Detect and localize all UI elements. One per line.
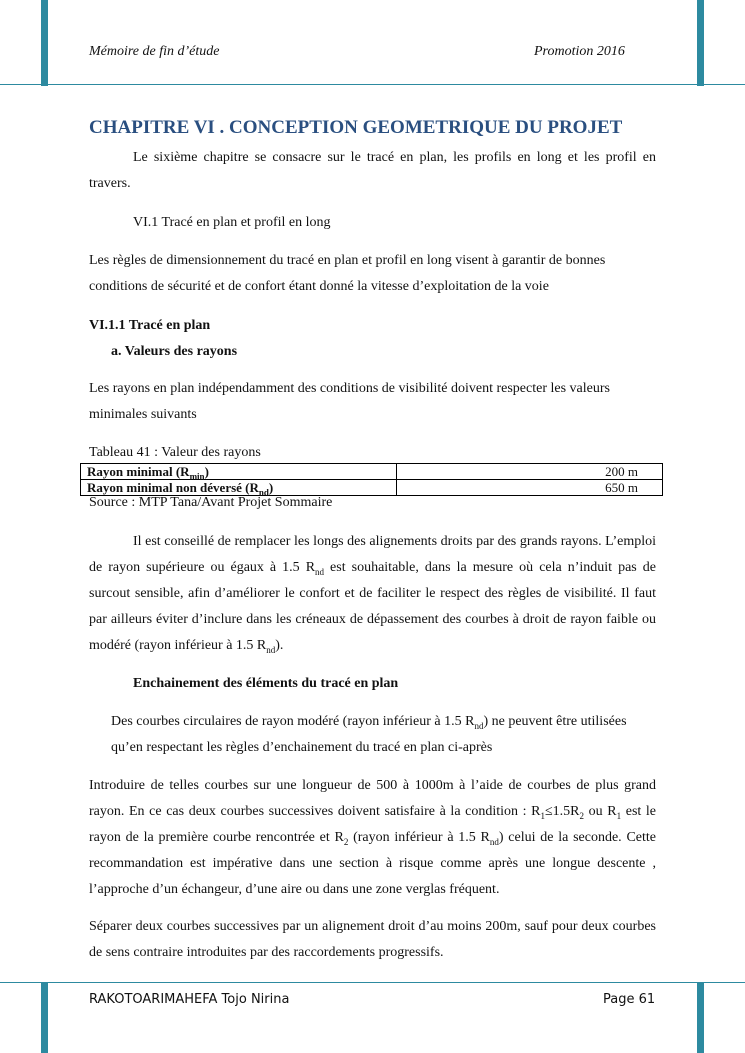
footer-right-bar (697, 982, 704, 1053)
curves-paragraph: Des courbes circulaires de rayon modéré (rayon inférieur à 1.5 $R_{nd}$) ne peuvent être utilisées qu’en respectant les règles d’enchainement du tracé en plan ci-après (111, 714, 627, 755)
introduce-paragraph: Introduire de telles courbes sur une longueur de 500 à 1000m à l’aide de courbes de plus grand rayon. En ce cas deux courbes successives doivent satisfaire à la condition : $R_1\le 1.5R_2$ ou $R_1$ est le rayon de la première courbe rencontrée et $R_2$ (rayon inférieur à 1.5 $R_{nd}$) celui de la seconde. Cette recommandation est impérative dans une section à risque comme après une longue descente , l’approche d’un échangeur, d’une aire ou dans une zone verglas fréquent. (89, 778, 656, 897)
radius-table (80, 463, 663, 496)
header-rule (0, 84, 745, 85)
subsection-heading: VI.1.1 Tracé en plan (89, 318, 211, 333)
header-left-bar (41, 0, 48, 86)
footer-page-number: Page 61 (603, 992, 656, 1007)
table-caption: Tableau 41 : Valeur des rayons (89, 445, 261, 460)
chapter-title: CHAPITRE VI . CONCEPTION GEOMETRIQUE DU PROJET (89, 117, 623, 138)
advice-paragraph: Il est conseillé de remplacer les longs des alignements droits par des grands rayons. L’emploi de rayon supérieure ou égaux à 1.5 $R_{nd}$ est souhaitable, dans la mesure où cela n’induit pas de surcout sensible, afin d’améliorer le confort et de faciliter le respect des règles de visibilité. Il faut par ailleurs éviter d’inclure dans les créneaux de dépassement des courbes à droit de rayon faible ou modéré (rayon inférieur à 1.5 $R_{nd}$). (89, 534, 656, 655)
section-heading: VI.1 Tracé en plan et profil en long (133, 215, 331, 230)
footer-author: RAKOTOARIMAHEFA Tojo Nirina (89, 992, 290, 1007)
footer-rule (0, 982, 745, 983)
header-right-text: Promotion 2016 (534, 44, 625, 59)
rules-paragraph: Les règles de dimensionnement du tracé en plan et profil en long visent à garantir de bonnes conditions de sécurité et de confort étant donné la vitesse d’exploitation de la voie (89, 253, 606, 294)
table-cell-value: 650 m (397, 480, 663, 496)
header-left-text: Mémoire de fin d’étude (89, 44, 220, 59)
table-cell-label: Rayon minimal non déversé $(R_{nd})$ (81, 480, 397, 496)
radius-paragraph: Les rayons en plan indépendamment des conditions de visibilité doivent respecter les valeurs minimales suivants (89, 381, 610, 422)
footer-left-bar (41, 982, 48, 1053)
table-source: Source : MTP Tana/Avant Projet Sommaire (89, 495, 333, 510)
header-right-bar (697, 0, 704, 86)
intro-paragraph: Le sixième chapitre se consacre sur le tracé en plan, les profils en long et les profil en travers. (89, 150, 656, 191)
list-item-a: a. Valeurs des rayons (111, 344, 238, 359)
table-cell-value: 200 m (397, 464, 663, 480)
separate-paragraph: Séparer deux courbes successives par un alignement droit d’au moins 200m, sauf pour deux courbes de sens contraire introduites par des raccordements progressifs. (89, 919, 656, 960)
table-cell-label: Rayon minimal $(R_{min})$ (81, 464, 397, 480)
table-row (81, 464, 663, 480)
sequence-heading: Enchainement des éléments du tracé en plan (133, 676, 399, 691)
